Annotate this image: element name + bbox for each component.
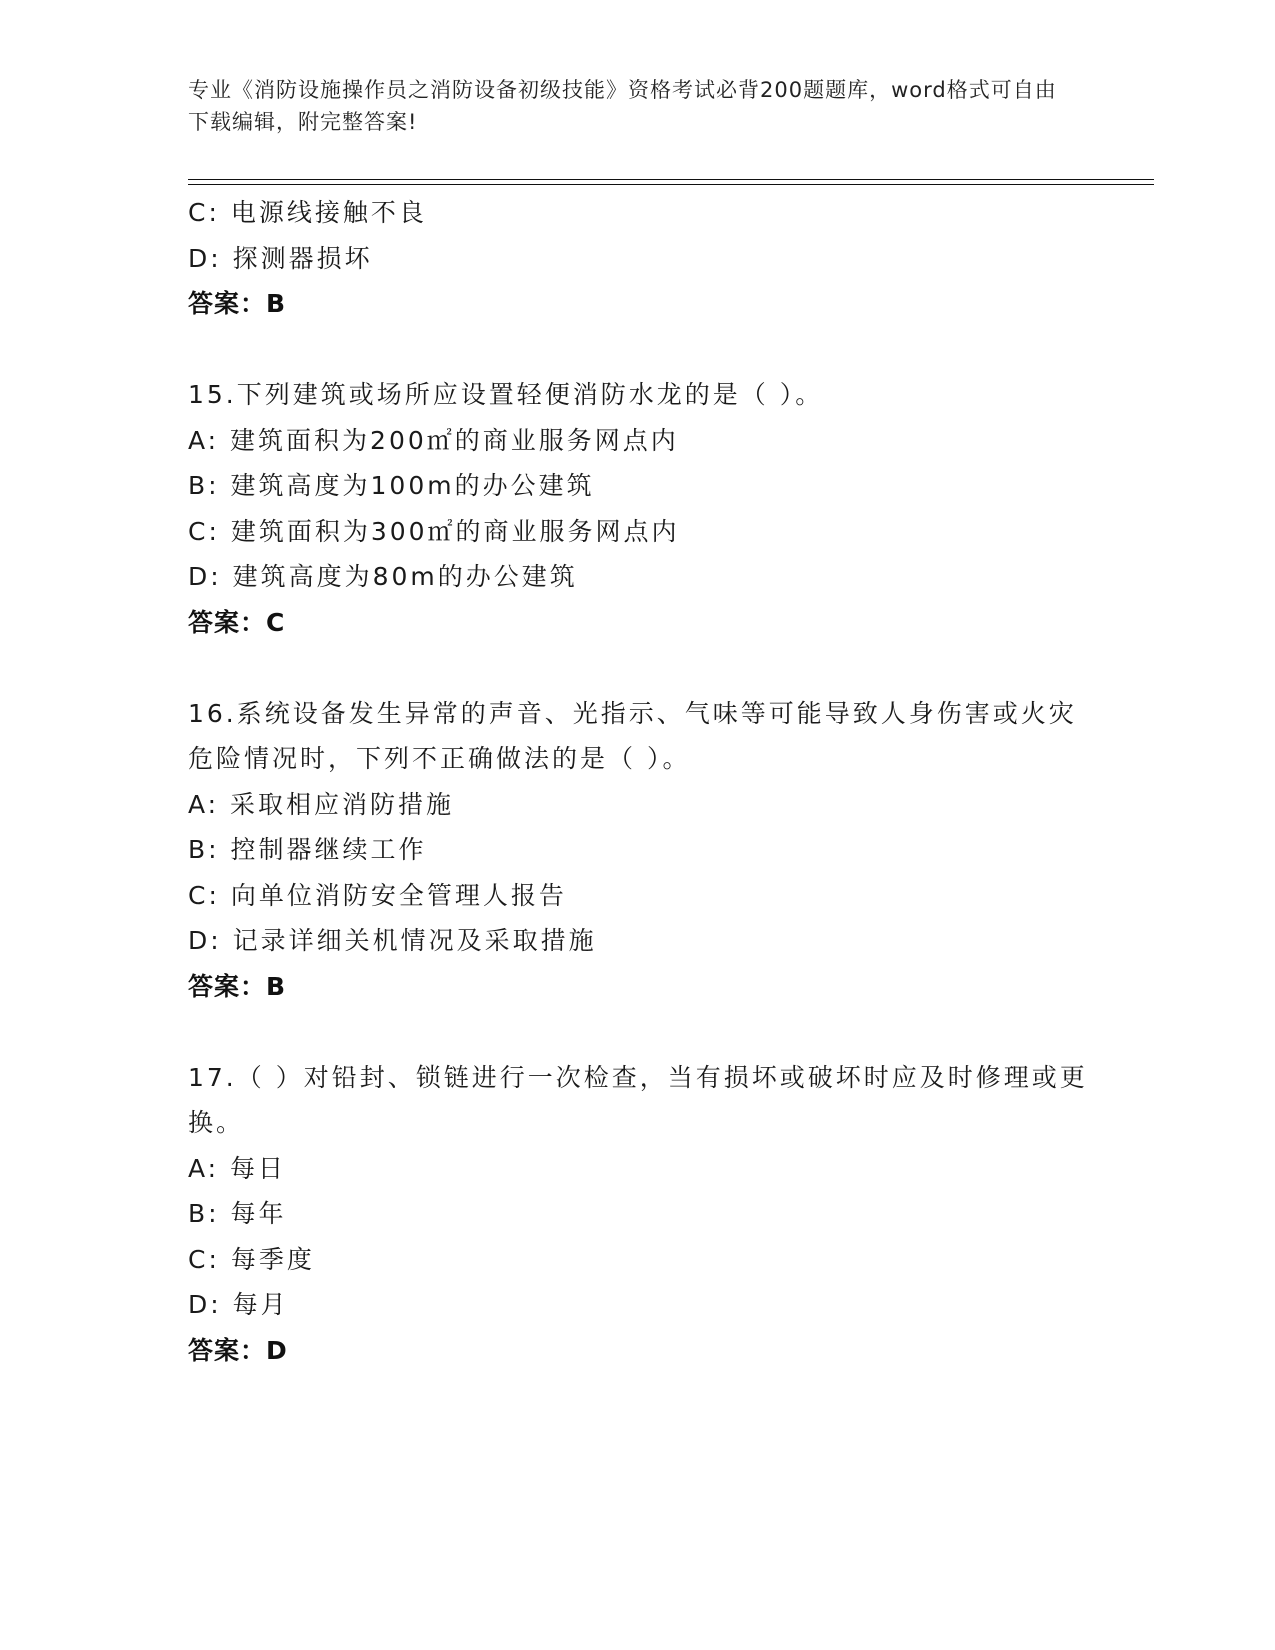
option-a: A: 每日 xyxy=(188,1153,287,1183)
option-b: B: 控制器继续工作 xyxy=(188,835,427,864)
option-c: C: 建筑面积为300㎡的商业服务网点内 xyxy=(188,516,680,546)
option-b: B: 建筑高度为100m的办公建筑 xyxy=(188,471,595,500)
document-header xyxy=(188,74,1068,138)
option-d: D: 每月 xyxy=(188,1290,289,1319)
header-text: 专业《消防设施操作员之消防设备初级技能》资格考试必背200题题库，word格式可自由下载编辑，附完整答案! xyxy=(188,78,1057,134)
question-text: 17.（ ）对铅封、锁链进行一次检查，当有损坏或破坏时应及时修理或更换。 xyxy=(188,1062,1088,1137)
question-fragment xyxy=(188,190,1088,327)
question-17 xyxy=(188,1055,1088,1374)
option-c: C: 向单位消防安全管理人报告 xyxy=(188,880,567,910)
spacer xyxy=(188,645,1088,691)
option-d: D: 建筑高度为80m的办公建筑 xyxy=(188,562,578,591)
question-text: 15.下列建筑或场所应设置轻便消防水龙的是（ ）。 xyxy=(188,380,824,409)
option-c: C: 电源线接触不良 xyxy=(188,198,427,227)
answer-line: 答案：B xyxy=(188,971,287,1001)
option-d: D: 记录详细关机情况及采取措施 xyxy=(188,926,597,955)
answer-line: 答案：C xyxy=(188,607,286,637)
option-a: A: 采取相应消防措施 xyxy=(188,789,455,819)
document-body xyxy=(188,190,1088,1373)
spacer xyxy=(188,327,1088,373)
question-16 xyxy=(188,691,1088,1010)
option-c: C: 每季度 xyxy=(188,1244,315,1274)
option-b: B: 每年 xyxy=(188,1199,287,1228)
question-15 xyxy=(188,372,1088,645)
option-d: D: 探测器损坏 xyxy=(188,243,373,273)
option-a: A: 建筑面积为200㎡的商业服务网点内 xyxy=(188,425,679,455)
header-divider-top xyxy=(188,179,1154,180)
header-divider-bottom xyxy=(188,184,1154,185)
answer-line: 答案：B xyxy=(188,289,287,318)
question-text: 16.系统设备发生异常的声音、光指示、气味等可能导致人身伤害或火灾危险情况时，下列不正确做法的是（ ）。 xyxy=(188,698,1077,773)
spacer xyxy=(188,1009,1088,1055)
answer-line: 答案：D xyxy=(188,1335,288,1365)
